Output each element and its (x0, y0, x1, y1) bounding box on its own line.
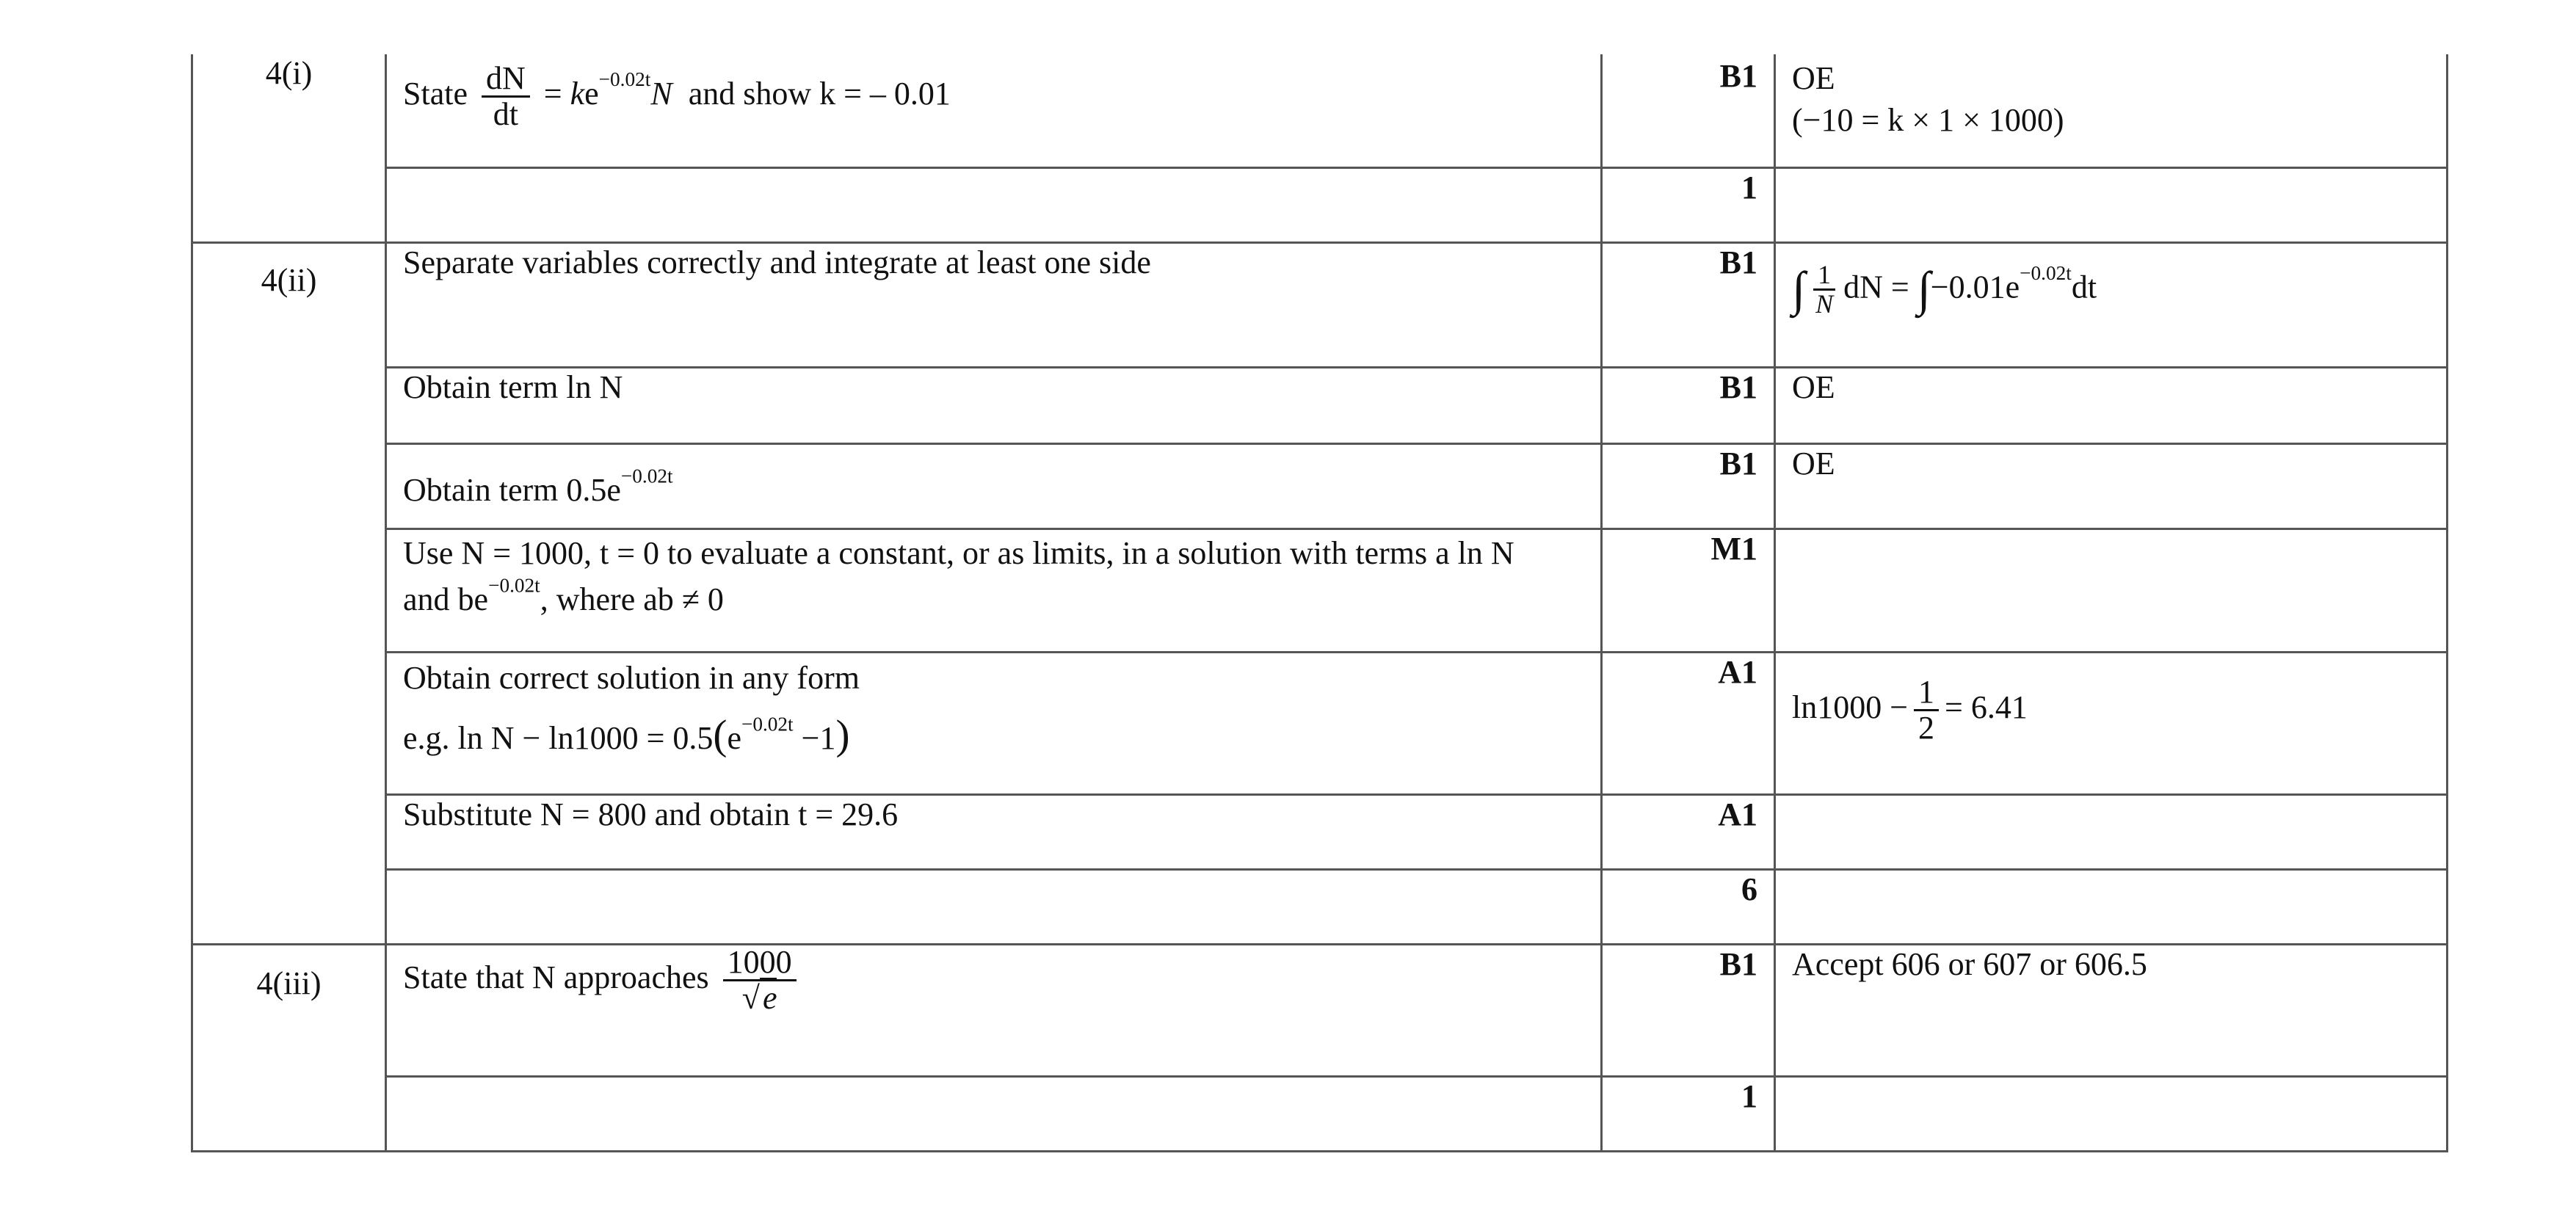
mark-code: B1 (1602, 54, 1775, 167)
answer-description: State that N approaches $\frac{1000}{√e}$ (386, 944, 1602, 1076)
guidance: OE (1775, 443, 2448, 528)
answer-description: Separate variables correctly and integrate at least one side (386, 242, 1602, 367)
fraction: $\frac{dN}{dt}$ (482, 62, 530, 131)
table-row (192, 54, 2448, 167)
mark-scheme-table (191, 54, 2448, 1152)
answer-description: Obtain term $0.5e^{-0.02t}$ (386, 443, 1602, 528)
mark-code: A1 (1602, 652, 1775, 794)
table-row (192, 944, 2448, 1076)
question-number: 4(iii) (192, 944, 386, 1151)
table-row (192, 443, 2448, 528)
mark-code: A1 (1602, 794, 1775, 869)
mark-code: B1 (1602, 443, 1775, 528)
table-row (192, 242, 2448, 367)
answer-description: Substitute N = 800 and obtain t = 29.6 (386, 794, 1602, 869)
table-row (192, 652, 2448, 794)
mark-code: B1 (1602, 367, 1775, 443)
guidance: OE (1775, 367, 2448, 443)
fraction: $\frac{1000}{√e}$ (723, 945, 797, 1015)
guidance: ln1000 − $\frac{1}{2}$ = 6.41 (1775, 652, 2448, 794)
table-row (192, 869, 2448, 944)
table-row (192, 1076, 2448, 1151)
answer-description: Obtain correct solution in any form e.g. $\ln N - \ln 1000 = 0.5(e^{-0.02t} -1)$ (386, 652, 1602, 794)
question-number: 4(i) (192, 54, 386, 242)
guidance: OE (−10 = k × 1 × 1000) (1775, 54, 2448, 167)
answer-description: Obtain term ln N (386, 367, 1602, 443)
answer-description: State $\frac{dN}{dt}$ = $ke^{-0.02t}N$ and show k = – 0.01 (386, 54, 1602, 167)
mark-code: B1 (1602, 944, 1775, 1076)
table-row (192, 794, 2448, 869)
fraction: $\frac{1}{N}$ (1811, 261, 1837, 319)
guidance: Accept 606 or 607 or 606.5 (1775, 944, 2448, 1076)
fraction: $\frac{1}{2}$ (1914, 675, 1939, 745)
answer-description: Use N = 1000, t = 0 to evaluate a constant, or as limits, in a solution with terms a ln N and $be^{-0.02t}$, where ab ≠ 0 (386, 528, 1602, 652)
total-marks: 1 (1602, 1076, 1775, 1151)
mark-code: M1 (1602, 528, 1775, 652)
table-row (192, 167, 2448, 242)
table-row (192, 528, 2448, 652)
table-row (192, 367, 2448, 443)
guidance: ∫ $\frac{1}{N}$ dN = $\int-0.01e^{-0.02t}dt$ (1775, 242, 2448, 367)
question-number: 4(ii) (192, 242, 386, 944)
mark-code: B1 (1602, 242, 1775, 367)
total-marks: 1 (1602, 167, 1775, 242)
total-marks: 6 (1602, 869, 1775, 944)
